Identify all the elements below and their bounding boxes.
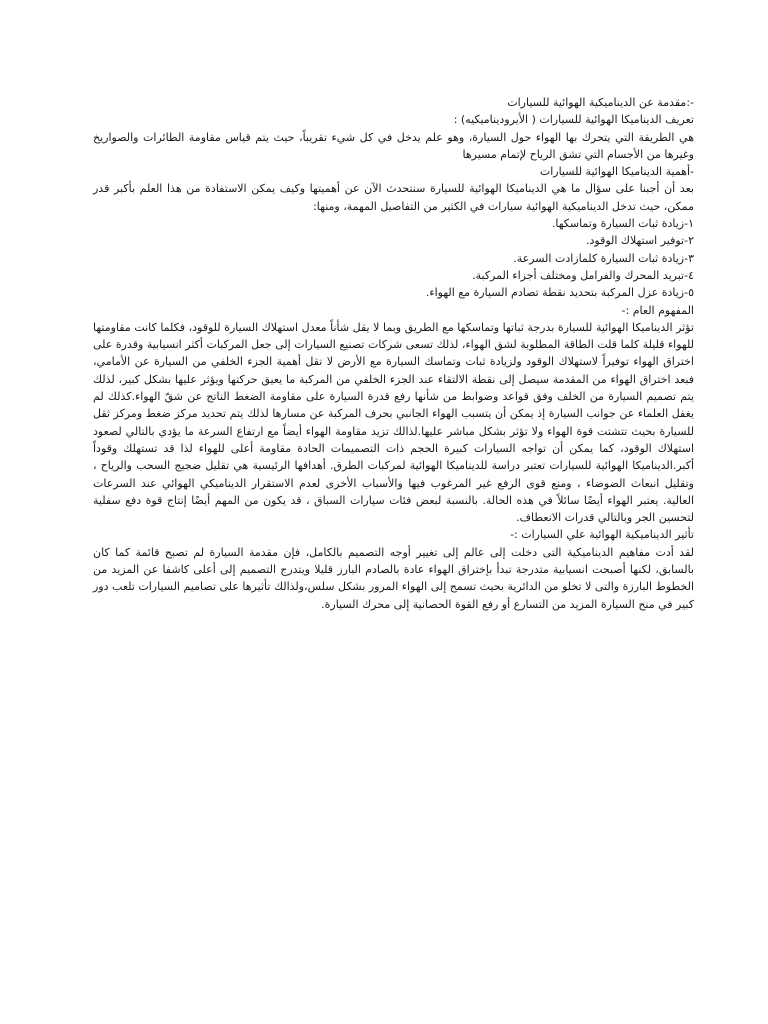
definition-paragraph: هي الطريقة التي يتحرك بها الهواء حول السيارة، وهو علم يدخل في كل شيء تقريباً، حيث يتم قياس مقاومة الطائرات والصواريخ وغيرها من الأجسام التي تشق الرياح لإتمام مسيرها — [93, 130, 694, 161]
importance-heading: -أهمية الديناميكا الهوائية للسيارات — [539, 165, 694, 179]
list-item: ١-زيادة ثبات السيارة وتماسكها. — [551, 217, 694, 231]
general-paragraph: تؤثر الديناميكا الهوائية للسيارة بدرجة ثباتها وتماسكها مع الطريق وبما لا يقل شأناً معدل استهلاك السيارة للوقود، فكلما كانت مقاومتها للهواء قليلة كلما قلت الطاقة المطلوبة لشق الهواء، لذلك تسعى شركات تصنيع السيارات إلى جعل المركبات أكثر انسيابية وقدرة على اختراق الهواء توفيراً لاستهلاك الوقود ولزيادة ثبات وتماسك السيارة مع الأرض لا تقل أهمية الجزء الخلفي من السيارة عن الأمامي، فبعد اختراق الهواء من المقدمة سيصل إلى نقطة الالتقاء عند الجزء الخلفي من المركبة ما يعيق حركتها ويؤثر عليها بشكل كبير، لذلك يتم تصميم السيارة من الخلف وفق قواعد وضوابط من شأنها رفع قدرة السيارة على مقاومة الضغط الناتج عن شقّ الهواء.كذلك لم يغفل العلماء عن جوانب السيارة إذ يمكن أن يتسبب الهواء الجانبي بحرف المركبة عن مسارها لذلك يتم تحديد مركز ضغط ومركز ثقل للسيارة بحيث تتشتت قوة الهواء ولا تؤثر بشكل مباشر عليها.لذالك تزيد مقاومة الهواء أيضاً مع ارتفاع السرعة ما يؤدي بالتالي لصعود استهلاك الوقود، كما يمكن أن تواجه السيارات كبيرة الحجم ذات التصميمات الحادة مقاومة أعلى للهواء لذا قد تستهلك وقوداً أكبر.الديناميكا الهوائية للسيارات تعتبر دراسة للديناميكا الهوائية لمركبات الطرق. أهدافها الرئيسية هي تقليل ضجيج السحب والرياح ، وتقليل انبعاث الضوضاء ، ومنع قوى الرفع غير المرغوب فيها والأسباب الأخرى لعدم الاستقرار الديناميكي الهوائي عند السرعات العالية. يعتبر الهواء أيضًا سائلاً في هذه الحالة. بالنسبة لبعض فئات سيارات السباق ، قد يكون من المهم أيضًا إنتاج قوة دفع سفلية لتحسين الجر وبالتالي قدرات الانعطاف. — [93, 320, 694, 525]
list-item: ٣-زيادة ثبات السيارة كلمازادت السرعة. — [513, 251, 694, 265]
document-body — [93, 94, 694, 613]
list-item: ٢-توفير استهلاك الوقود. — [586, 234, 694, 248]
effect-heading: تأثير الديناميكية الهوائية علي السيارات :- — [510, 528, 694, 542]
list-item: ٥-زيادة عزل المركبة بتحديد نقطة تصادم السيارة مع الهواء. — [425, 286, 694, 300]
effect-paragraph: لقد أدت مفاهيم الديناميكية التى دخلت إلى عالم إلى تغيير أوجه التصميم بالكامل، فإن مقدمة السيارة لم تصبح قائمة كما كان بالسابق، لكنها أصبحت انسيابية متدرجة تبدأ بإختراق الهواء عادة بالصادم البارز قليلا ويتدرج التصميم إلى أعلى كاشفا عن المزيد من الخطوط البارزة والتى لا تخلو من الدائرية بحيث تسمح إلى الهواء المرور بشكل سلس،ولذالك تأثيرها على تصاميم السيارات تلعب دور كبير في منح السيارة المزيد من التسارع أو رفع القوة الحصانية إلى محرك السيارة. — [93, 545, 694, 611]
importance-paragraph: بعد أن أجبنا على سؤال ما هي الديناميكا الهوائية للسيارة سنتحدث الآن عن أهميتها وكيف يمكن الاستفادة من هذا العلم بأكبر قدر ممكن، حيث تدخل الديناميكية الهوائية سيارات في الكثير من التفاصيل المهمة، ومنها: — [93, 182, 694, 213]
intro-heading: -:مقدمة عن الديناميكية الهوائية للسيارات — [507, 96, 694, 109]
list-item: ٤-تبريد المحرك والفرامل ومختلف أجزاء المركبة. — [472, 268, 694, 282]
general-heading: المفهوم العام :- — [621, 303, 694, 317]
definition-heading: تعريف الديناميكا الهوائية للسيارات ( الأيروديناميكيه) : — [453, 113, 694, 127]
